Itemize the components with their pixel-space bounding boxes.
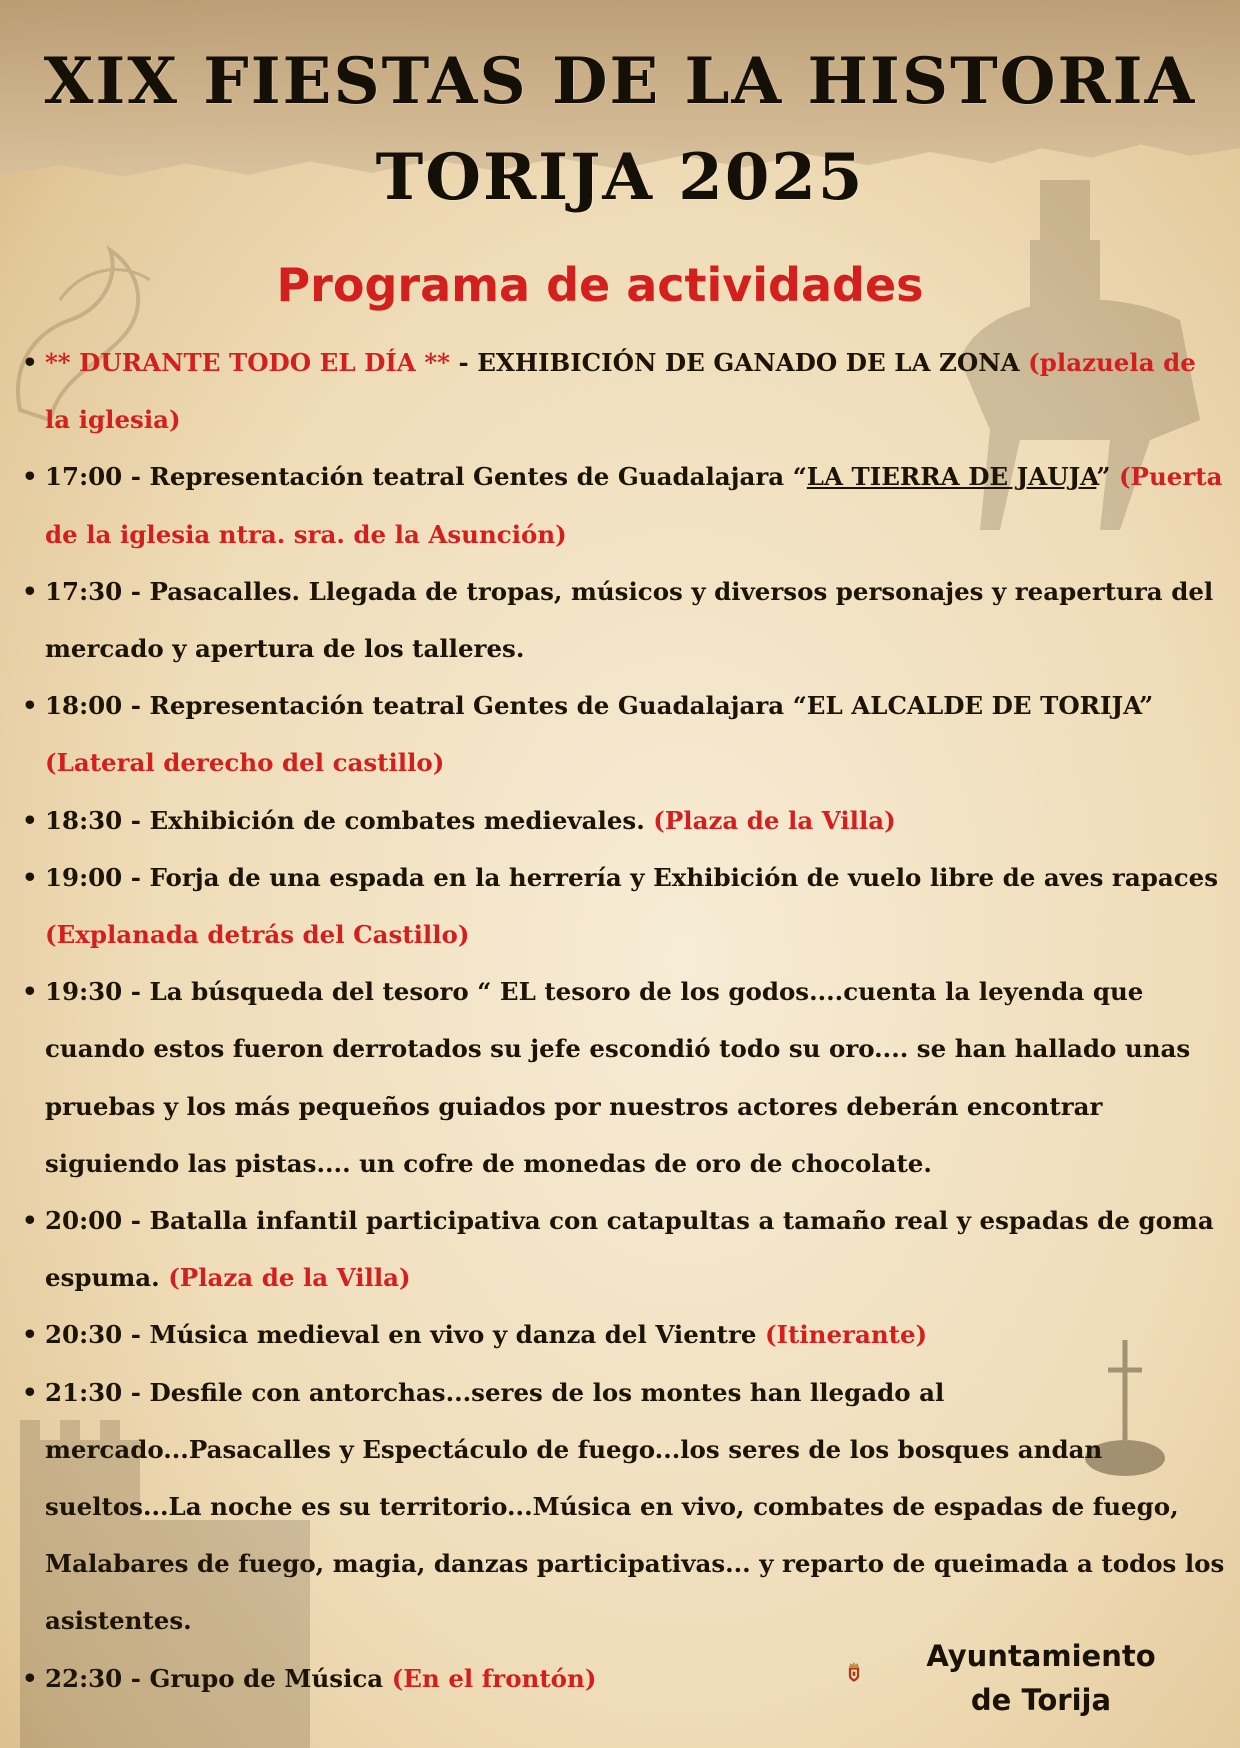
activity-item-1800 [20,677,1225,791]
activity-text-after: ” [1096,462,1119,492]
activity-text: - Grupo de Música [122,1663,392,1693]
event-title-line-2: TORIJA 2025 [375,140,865,215]
activity-location: (Plaza de la Villa) [653,805,896,835]
activity-location: (Lateral derecho del castillo) [45,748,445,778]
activity-item-1830 [20,792,1225,849]
activity-time: 19:30 [45,977,123,1007]
activity-item-1730 [20,563,1225,677]
activity-location: (Puerta de la iglesia ntra. sra. de la Asunción) [45,462,1223,549]
activity-text: - La búsqueda del tesoro “ EL tesoro de los godos....cuenta la leyenda que cuando estos fueron derrotados su jefe escondió todo su oro.... se han hallado unas pruebas y los más pequeños guiados por nuestros actores deberán encontrar siguiendo las pistas.... un cofre de monedas de oro de chocolate. [45,977,1191,1178]
activity-item-2000 [20,1192,1225,1306]
activity-time: 19:00 [45,862,123,892]
town-council-label [916,1634,1166,1722]
activity-text: - EXHIBICIÓN DE GANADO DE LA ZONA [449,348,1029,377]
activity-location: (Plaza de la Villa) [168,1263,411,1293]
activity-item-1930 [20,963,1225,1192]
activity-item-1700 [20,448,1225,562]
coat-of-arms-icon [848,1622,910,1722]
activity-text: - Música medieval en vivo y danza del Vientre [122,1320,765,1350]
activity-item-2030 [20,1306,1225,1363]
town-council-line-2: de Torija [970,1683,1112,1717]
activity-list [20,334,1225,1707]
activity-item-1900 [20,849,1225,963]
activity-time: 17:30 [45,576,123,606]
activity-item-all-day [20,334,1225,448]
activity-item-2130 [20,1364,1225,1650]
activity-time: 17:00 [45,462,123,492]
activity-text: - Batalla infantil participativa con catapultas a tamaño real y espadas de goma espuma. [45,1206,1214,1293]
activity-time: 18:00 [45,691,123,721]
activity-time: 20:00 [45,1206,123,1236]
event-title-line-1: XIX FIESTAS DE LA HISTORIA [43,44,1197,119]
all-day-label: ** DURANTE TODO EL DÍA ** [45,348,450,377]
activity-location: (En el frontón) [391,1663,597,1693]
program-subtitle: Programa de actividades [276,258,924,312]
activity-location: (Itinerante) [764,1320,928,1350]
activity-text: - Forja de una espada en la herrería y Exhibición de vuelo libre de aves rapaces [122,862,1218,892]
activity-location: (Explanada detrás del Castillo) [45,920,470,950]
activity-time: 18:30 [45,805,123,835]
activity-time: 20:30 [45,1320,123,1350]
play-title: LA TIERRA DE JAUJA [806,462,1097,492]
town-council-line-1: Ayuntamiento [926,1639,1156,1673]
activity-text: - Pasacalles. Llegada de tropas, músicos y diversos personajes y reapertura del mercado y apertura de los talleres. [45,576,1214,664]
activity-text: - Exhibición de combates medievales. [122,805,654,835]
activity-time: 21:30 [45,1377,123,1407]
activity-text: - Representación teatral Gentes de Guadalajara “ [122,462,807,492]
activity-text: - Representación teatral Gentes de Guadalajara “EL ALCALDE DE TORIJA” [122,691,1154,721]
activity-location: (plazuela de la iglesia) [45,348,1196,435]
activity-time: 22:30 [45,1663,123,1693]
activity-text: - Desfile con antorchas...seres de los montes han llegado al mercado...Pasacalles y Espectáculo de fuego...los seres de los bosques andan sueltos...La noche es su territorio...Música en vivo, combates de espadas de fuego, Malabares de fuego, magia, danzas participativas... y reparto de queimada a todos los asistentes. [45,1377,1225,1636]
